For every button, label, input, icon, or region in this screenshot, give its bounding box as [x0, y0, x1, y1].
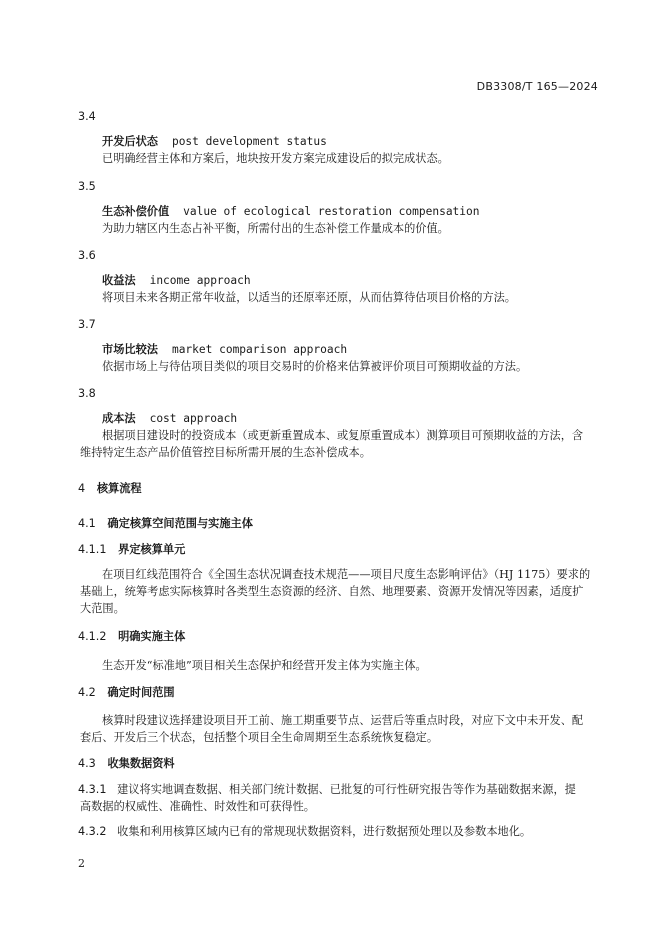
term-heading [102, 274, 251, 288]
term-zh: 生态补偿价值 [102, 205, 170, 218]
clause-line [78, 783, 576, 797]
clause-number: 4.3.2 [78, 825, 107, 838]
term-definition: 依据市场上与待估项目类似的项目交易时的价格来估算被评价项目可预期收益的方法。 [102, 360, 528, 373]
term-definition: 根据项目建设时的投资成本（或更新重置成本、或复原重置成本）测算项目可预期收益的方法，含 [102, 429, 584, 442]
term-definition: 已明确经营主体和方案后，地块按开发方案完成建设后的拟完成状态。 [102, 152, 449, 165]
clause-text: 建议将实地调查数据、相关部门统计数据、已批复的可行性研究报告等作为基础数据来源，提 [117, 783, 576, 796]
term-en: value of ecological restoration compensation [183, 205, 480, 218]
section-heading: 4.1 确定核算空间范围与实施主体 [78, 517, 253, 530]
page-number: 2 [78, 857, 85, 870]
paragraph-line: 生态开发“标准地”项目相关生态保护和经营开发主体为实施主体。 [102, 659, 427, 672]
paragraph-line: 大范围。 [80, 602, 125, 615]
paragraph-line: 核算时段建议选择建设项目开工前、施工期重要节点、运营后等重点时段，对应下文中未开发、配 [102, 714, 584, 727]
term-heading [102, 205, 480, 219]
chapter-heading: 4 核算流程 [78, 482, 142, 495]
term-zh: 市场比较法 [102, 343, 158, 356]
term-heading [102, 343, 347, 357]
term-number: 3.5 [78, 180, 96, 193]
paragraph-line: 套后、开发后三个状态，包括整个项目全生命周期至生态系统恢复稳定。 [80, 731, 439, 744]
term-heading [102, 412, 237, 426]
term-zh: 成本法 [102, 412, 136, 425]
paragraph-line: 高数据的权威性、准确性、时效性和可获得性。 [80, 800, 315, 813]
subsection-heading: 4.1.1 界定核算单元 [78, 543, 186, 556]
section-heading: 4.2 确定时间范围 [78, 686, 175, 699]
clause-text: 收集和利用核算区域内已有的常规现状数据资料，进行数据预处理以及参数本地化。 [117, 825, 532, 838]
clause-number: 4.3.1 [78, 783, 107, 796]
paragraph-line: 基础上，统筹考虑实际核算时各类型生态资源的经济、自然、地理要素、资源开发情况等因素，适度扩 [80, 585, 584, 598]
term-heading [102, 135, 327, 149]
term-definition-cont: 维持特定生态产品价值管控目标所需开展的生态补偿成本。 [80, 446, 371, 459]
term-number: 3.8 [78, 387, 96, 400]
document-id: DB3308/T 165—2024 [476, 80, 598, 93]
term-definition: 为助力辖区内生态占补平衡，所需付出的生态补偿工作量成本的价值。 [102, 222, 449, 235]
term-number: 3.6 [78, 249, 96, 262]
clause-line [78, 825, 531, 839]
term-en: cost approach [149, 412, 238, 425]
term-zh: 收益法 [102, 274, 136, 287]
term-en: market comparison approach [171, 343, 348, 356]
paragraph-line: 在项目红线范围符合《全国生态状况调查技术规范——项目尺度生态影响评估》（HJ 1175）要求的 [102, 568, 591, 581]
term-number: 3.4 [78, 110, 96, 123]
term-number: 3.7 [78, 318, 96, 331]
subsection-heading: 4.1.2 明确实施主体 [78, 630, 186, 643]
section-heading: 4.3 收集数据资料 [78, 757, 175, 770]
term-definition: 将项目未来各期正常年收益，以适当的还原率还原，从而估算待估项目价格的方法。 [102, 291, 516, 304]
term-zh: 开发后状态 [102, 135, 158, 148]
term-en: income approach [149, 274, 251, 287]
term-en: post development status [171, 135, 327, 148]
